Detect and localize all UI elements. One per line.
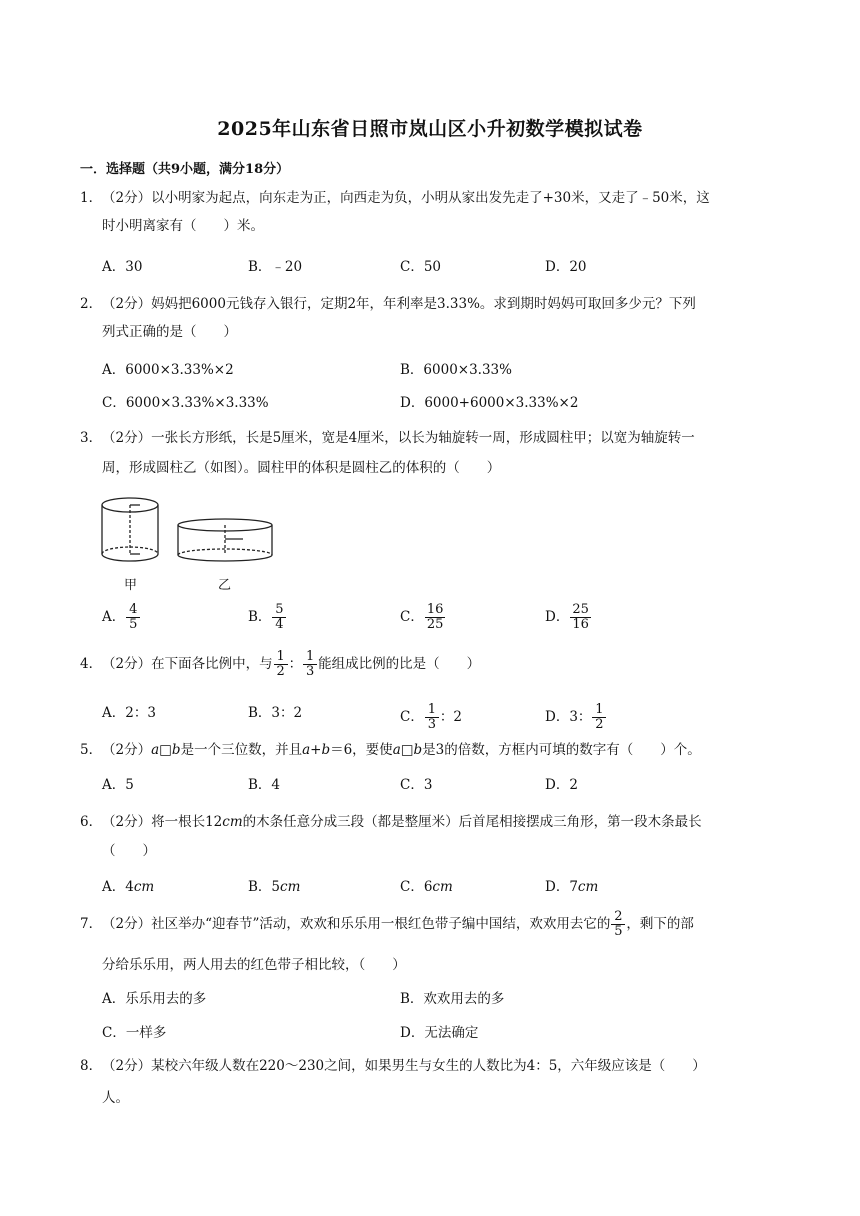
fraction xyxy=(593,703,605,732)
question-6-continuation: （ ） xyxy=(102,843,156,859)
question-2-continuation: 列式正确的是（ ） xyxy=(102,324,237,340)
option-d[interactable] xyxy=(545,603,592,632)
question-8 xyxy=(80,1052,780,1080)
blank-box: □ xyxy=(400,742,414,758)
option-c[interactable]: C．一样多 xyxy=(102,1025,167,1041)
question-text: ＝6，要使 xyxy=(330,742,393,758)
fraction-denominator: 2 xyxy=(595,717,604,732)
question-number: 4． xyxy=(80,656,103,672)
fraction xyxy=(304,650,316,679)
fraction-numerator: 16 xyxy=(426,602,444,617)
question-text: 的木条任意分成三段（都是整厘米）后首尾相接摆成三角形，第一段木条最长 xyxy=(242,814,702,830)
option-b[interactable]: B．4 xyxy=(248,777,281,793)
option-d[interactable] xyxy=(545,877,598,897)
fraction-numerator: 25 xyxy=(572,602,589,617)
option-label: C． xyxy=(400,709,424,725)
fraction xyxy=(127,603,139,632)
question-5 xyxy=(80,736,780,764)
question-number: 7． xyxy=(80,916,103,932)
ratio-colon: ： xyxy=(288,656,303,672)
variable-b: b xyxy=(413,742,423,758)
option-b[interactable] xyxy=(248,877,300,897)
question-text: （2分）妈妈把6000元钱存入银行，定期2年，年利率是3.33%。求到期时妈妈可取回多少元？下列 xyxy=(102,296,696,312)
fraction xyxy=(426,703,438,732)
fraction-denominator: 2 xyxy=(276,664,285,679)
option-text: A．4 xyxy=(102,879,134,895)
question-6 xyxy=(80,808,780,836)
option-label: B． xyxy=(248,609,272,625)
question-number: 2． xyxy=(80,296,103,312)
fraction-numerator: 2 xyxy=(614,909,623,924)
unit: cm xyxy=(577,879,599,895)
question-1-continuation: 时小明离家有（ ）米。 xyxy=(102,218,264,234)
section-heading: 一．选择题（共9小题，满分18分） xyxy=(80,162,290,177)
option-label: C． xyxy=(400,609,424,625)
option-text: D．7 xyxy=(545,879,578,895)
fraction-denominator: 3 xyxy=(305,664,315,679)
unit: cm xyxy=(222,814,243,830)
question-number: 5． xyxy=(80,742,103,758)
option-c[interactable] xyxy=(400,603,446,632)
question-7 xyxy=(80,910,780,939)
question-2 xyxy=(80,290,780,318)
fraction-numerator: 1 xyxy=(595,702,604,717)
option-a[interactable] xyxy=(102,877,154,897)
page-title: 2025年山东省日照市岚山区小升初数学模拟试卷 xyxy=(217,118,643,140)
variable-b: b xyxy=(171,742,181,758)
question-number: 8． xyxy=(80,1058,103,1074)
question-3 xyxy=(80,424,780,452)
option-a[interactable] xyxy=(102,603,141,632)
option-a[interactable]: A．30 xyxy=(102,259,143,275)
unit: cm xyxy=(432,879,453,895)
fraction xyxy=(273,603,285,632)
variable-sum: a+b xyxy=(302,742,331,758)
fraction xyxy=(571,603,590,632)
fraction-denominator: 5 xyxy=(129,617,138,632)
question-3-continuation: 周，形成圆柱乙（如图）。圆柱甲的体积是圆柱乙的体积的（ ） xyxy=(102,460,501,476)
fraction-numerator: 1 xyxy=(305,649,315,664)
fraction-denominator: 4 xyxy=(275,617,284,632)
fraction xyxy=(426,603,445,632)
question-text-post: 能组成比例的比是（ ） xyxy=(318,656,481,672)
option-text: B．5 xyxy=(248,879,281,895)
question-text: （2分）社区举办“迎春节”活动，欢欢和乐乐用一根红色带子编中国结，欢欢用去它的 xyxy=(102,916,611,932)
option-text: ：2 xyxy=(439,709,462,725)
fraction-denominator: 25 xyxy=(426,617,444,632)
option-b[interactable] xyxy=(248,603,287,632)
unit: cm xyxy=(280,879,301,895)
fraction-numerator: 5 xyxy=(275,602,284,617)
variable-a: a xyxy=(392,742,401,758)
option-label: A． xyxy=(102,609,126,625)
question-1 xyxy=(80,184,780,212)
figure-label-yi: 乙 xyxy=(218,578,232,593)
fraction-numerator: 1 xyxy=(276,649,285,664)
option-c[interactable]: C．6000×3.33%×3.33% xyxy=(102,395,269,411)
option-c[interactable]: C．50 xyxy=(400,259,442,275)
cylinder-figure xyxy=(98,492,278,596)
option-label: D．3： xyxy=(545,709,592,725)
fraction xyxy=(612,910,624,939)
fraction-numerator: 4 xyxy=(129,602,138,617)
option-text: C．6 xyxy=(400,879,433,895)
option-c[interactable]: C．3 xyxy=(400,777,433,793)
option-a[interactable]: A．5 xyxy=(102,777,134,793)
option-d[interactable]: D．2 xyxy=(545,777,578,793)
option-d[interactable]: D．6000+6000×3.33%×2 xyxy=(400,395,579,411)
option-c[interactable] xyxy=(400,877,453,897)
question-number: 3． xyxy=(80,430,103,446)
question-text-pre: （2分）在下面各比例中，与 xyxy=(102,656,273,672)
question-number: 1． xyxy=(80,190,103,206)
question-number: 6． xyxy=(80,814,103,830)
unit: cm xyxy=(133,879,155,895)
option-b[interactable]: B．﹣20 xyxy=(248,259,303,275)
question-text: （2分）某校六年级人数在220～230之间，如果男生与女生的人数比为4：5，六年级应该是（ ） xyxy=(102,1058,706,1074)
option-d[interactable]: D．20 xyxy=(545,259,587,275)
option-b[interactable]: B．欢欢用去的多 xyxy=(400,991,505,1007)
question-text: （2分）一张长方形纸，长是5厘米，宽是4厘米，以长为轴旋转一周，形成圆柱甲；以宽为轴旋转一 xyxy=(102,430,695,446)
option-b[interactable]: B．3：2 xyxy=(248,705,303,721)
figure-label-jia: 甲 xyxy=(124,578,138,593)
question-4 xyxy=(80,650,780,679)
option-a[interactable]: A．2：3 xyxy=(102,705,156,721)
option-b[interactable]: B．6000×3.33% xyxy=(400,362,512,378)
fraction-numerator: 1 xyxy=(427,702,436,717)
question-text: （2分）将一根长12 xyxy=(102,814,223,830)
fraction-denominator: 5 xyxy=(614,924,623,939)
blank-box: □ xyxy=(159,742,172,758)
option-label: D． xyxy=(545,609,570,625)
question-text: ，剩下的部 xyxy=(626,916,694,932)
question-8-continuation: 人。 xyxy=(102,1090,129,1106)
variable-a: a xyxy=(151,742,160,758)
question-text: （2分）以小明家为起点，向东走为正，向西走为负，小明从家出发先走了+30米，又走了﹣50米，这 xyxy=(102,190,710,206)
question-7-continuation: 分给乐乐用，两人用去的红色带子相比较，（ ） xyxy=(102,957,406,973)
question-text: （2分） xyxy=(102,742,152,758)
option-a[interactable]: A．乐乐用去的多 xyxy=(102,991,207,1007)
option-d[interactable]: D．无法确定 xyxy=(400,1025,479,1041)
question-text: 是一个三位数，并且 xyxy=(180,742,303,758)
fraction xyxy=(275,650,287,679)
question-text: 是3的倍数，方框内可填的数字有（ ）个。 xyxy=(422,742,701,758)
option-d[interactable] xyxy=(545,703,607,732)
fraction-denominator: 3 xyxy=(427,717,436,732)
option-a[interactable]: A．6000×3.33%×2 xyxy=(102,362,234,378)
option-c[interactable] xyxy=(400,703,462,732)
fraction-denominator: 16 xyxy=(572,617,589,632)
